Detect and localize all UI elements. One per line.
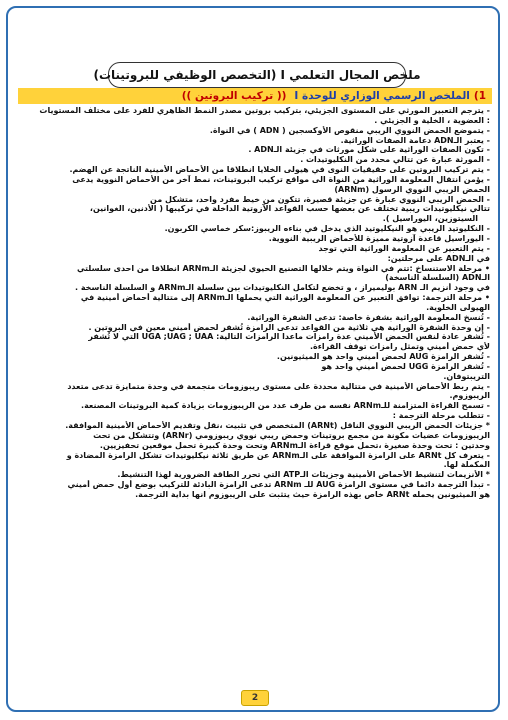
text-line: الريبوزومات عضيات مكونة من مجمع بروتينات وحمض ريبي نووي ريبوزومي (ARNr) وتتشكل من تحت: [93, 430, 490, 440]
section-number: 1): [473, 90, 486, 102]
text-line: - إن وحدة الشفرة الوراثية هي ثلاثية من القواعد تدعى الرامزة تُشفر لحمض أميني معين في البروتين .: [88, 322, 490, 332]
text-line: - يعتبر الـADN دعامة الصفات الوراثية.: [340, 135, 490, 145]
text-line: الريبوزوم.: [449, 391, 490, 401]
text-line: * جزيئات الحمض الريبي النووي الناقل (ARNt) المتخصص في تثبيت ،نقل وتقديم الأحماض الأمينية الموافقة.: [65, 421, 490, 430]
text-line: - تُنسخ المعلومة الوراثية بشفرة خاصة: تدعى الشفرة الوراثية.: [247, 312, 490, 322]
text-line: - يتم التعبير عن المعلومة الوراثية التي توجد: [318, 243, 490, 253]
text-line: - يتعرف كل ARNt على الرامزة الموافقة على الـARNm عن طريق ثلاثة نيكليوتيدات تشكل الرامزة المضادة و: [66, 450, 490, 460]
text-line: - تُشفر عادة لنفس الحمض الأميني عدة رامزات ماعدا الرامزات التالية: UGA ;UAG ; UAA التي لا تُشفر: [88, 332, 490, 342]
text-line: - يتم ربط الأحماض الأمينية في متتالية محددة على مستوى ريبوزومات متجمعة في وحدة متمايزة تدعى متعدد: [67, 381, 490, 391]
text-line: تتالي نيكليوتيدات ريبية تختلف عن بعضها حسب القواعد الآزوتية الداخلة في تركيبها ( الأدنين، الغوانين،: [89, 204, 490, 214]
text-line: في وجود أنزيم الـ ARN بوليميراز ، و تخضع لتكامل النكليوتيدات بين سلسلة الـARNm و السلسلة الناسخة .: [75, 283, 490, 293]
text-line: - تسمح القراءة المتزامنة للـARNm نفسه من طرف عدد من الريبوزومات بزيادة كمية البروتينات المصنعة.: [81, 401, 490, 411]
text-line: السيتوزين، اليوراسيل ).: [382, 214, 478, 224]
text-line: * الأنزيمات لتنشيط الأحماض الأمينية وجزيئات الـATP التي تحرر الطاقة الضرورية لهذا التنشيط.: [117, 470, 490, 480]
text-line: - تكون الصفات الوراثية على شكل مورثات في جزيئة الـADN .: [248, 145, 490, 155]
text-line: الـADN (السلسلة الناسخة): [385, 273, 490, 283]
text-line: هو الميثيونين يحمله ARNt خاص بهذه الرامزة حيث يتثبت على الريبوزوم انها بداية الترجمة.: [135, 489, 490, 499]
text-line: • مرحلة الاستنساخ :تتم في النواة ويتم خلالها التصنيع الحيوي لجزيئة الـARNm انطلاقا من احدى سلسلتي: [76, 263, 490, 273]
text-line: - يؤمن انتقال المعلومة الوراثية من النواة الى مواقع تركيب البروتينات، نمط آخر من الأحماض النووية يدعى: [72, 174, 490, 184]
text-line: المكملة لها.: [443, 460, 490, 470]
text-line: - تُشفر الرامزة UGG لحمض أميني واحد هو: [321, 361, 490, 371]
text-line: الهيولى الخلوية.: [426, 302, 490, 312]
text-line: التريبتوفان.: [443, 371, 490, 381]
section-title: الملخص الرسمي الوزاري للوحدة I: [294, 90, 470, 102]
section-heading: [18, 88, 492, 104]
text-line: - النكليوتيد الريبي هو النيكليوتيد الذي يدخل في بناءه الريبوز:سكر خماسي الكربون.: [164, 224, 490, 234]
text-line: - يتموضع الحمض النووي الريبي منقوص الأوكسجين ( ADN ) في النواة.: [209, 125, 490, 135]
text-line: الحمض الريبي النووي الرسول (ARNm): [334, 184, 490, 194]
text-line: - تُشفر الرامزة AUG لحمض أميني واحد هو الميثيونين.: [276, 352, 490, 362]
text-line: لأي حمض أميني وتمثل رامزات توقف القراءة.: [309, 342, 490, 352]
page-title: [93, 62, 421, 88]
text-line: - يترجم التعبير المورثي على المستوى الجزيئي، بتركيب بروتين مصدر النمط الظاهري للفرد على مختلف المستويات: [39, 106, 490, 115]
text-line: - تتطلب مرحلة الترجمة :: [392, 411, 490, 421]
page-title-text: ملخص المجال التعلمي I (التخصص الوظيفي للبروتينات): [93, 68, 421, 82]
text-line: وحدتين : تحت وحدة صغيرة ،تحمل موقع قراءة الـARNm وتحت وحدة كبيرة تحمل موقعين تحفيزيين.: [99, 440, 490, 450]
section-subtitle: (( تركيب البروتين )): [181, 90, 287, 102]
text-line: - المورثة عبارة عن تتالي محدد من النكليوتيدات .: [300, 155, 490, 165]
page-number: 2: [241, 690, 269, 706]
summary-body: [22, 106, 490, 676]
text-line: - الحمض الريبي النووي عبارة عن جزيئة قصيرة، تتكون من خيط مفرد واحد، متشكل من: [150, 194, 490, 204]
text-line: - يتم تركيب البروتين على حقيقيات النوى في هيولى الخلايا انطلاقا من الأحماض الأمينية الناتجة عن الهضم.: [69, 165, 490, 175]
text-line: في الـADN على مرحلتين:: [387, 253, 490, 263]
text-line: - تبدأ الترجمة دائما في مستوى الرامزة AUG للـ ARNm تدعى الرامزة البادئة للتركيب بوضع أول حمض أميني: [67, 480, 490, 490]
text-line: - اليوراسيل قاعدة آزوتية مميزة للأحماض الريبية النووية.: [268, 233, 490, 243]
text-line: : العضوية ، الخلية و الجزيئي .: [374, 115, 490, 125]
text-line: • مرحلة الترجمة: توافق التعبير عن المعلومة الوراثية التي يحملها الـARNm إلى متتالية أحماض أمينية في: [80, 293, 490, 303]
